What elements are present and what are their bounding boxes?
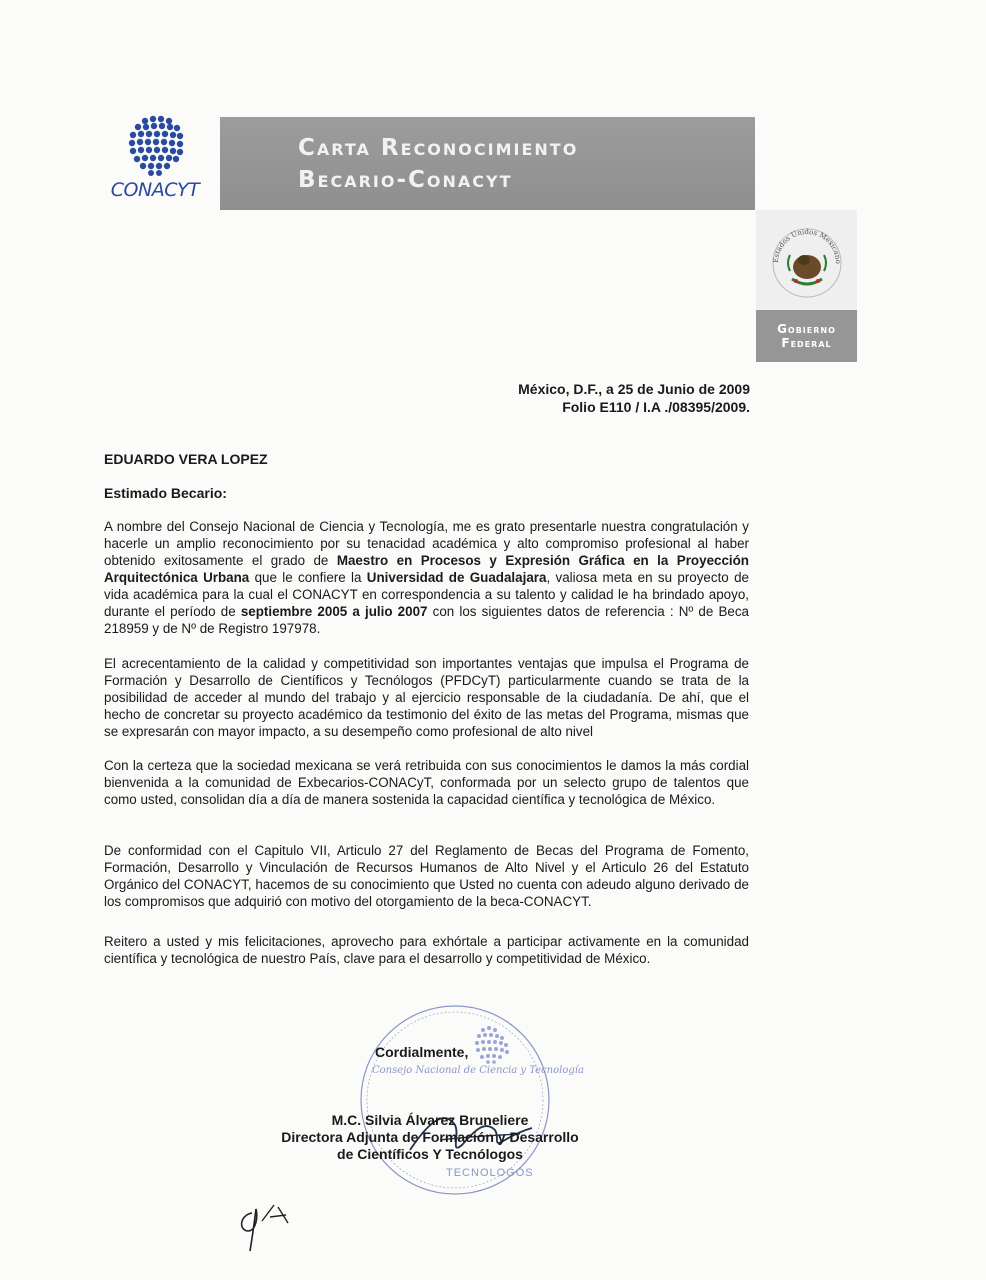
paragraph-2: El acrecentamiento de la calidad y competitividad son importantes ventajas que impulsa el Programa de Formación y Desarrollo de Científicos y Tecnólogos (PFDCyT) particularmente cuando se trata de la posibilidad de acceder al mundo del trabajo y al ejercicio responsable de la ciudadanía. De ahí, que el hecho de concretar su proyecto académico da testimonio del éxito de las metas del Programa, mismas que se expresarán con mayor impacto, a su desempeño como profesional de alto nivel — [104, 656, 749, 739]
conacyt-logo — [105, 115, 205, 201]
logo-text: CONACYT — [110, 179, 200, 201]
national-seal-icon — [766, 215, 848, 307]
title-line-1: Carta Reconocimiento — [298, 135, 579, 161]
signature-block — [240, 1112, 620, 1163]
handwritten-initials — [230, 1195, 310, 1255]
gobierno-federal-label — [756, 310, 857, 362]
salutation: Estimado Becario: — [104, 485, 227, 501]
university-name: Universidad de Guadalajara — [366, 570, 547, 585]
conacyt-dots-icon — [120, 115, 190, 177]
signatory-title-2: de Científicos Y Tecnólogos — [337, 1146, 523, 1162]
paragraph-5: Reitero a usted y mis felicitaciones, aprovecho para exhórtale a participar activamente en la comunidad científica y tecnológica de nuestro País, clave para el desarrollo y competitividad de México. — [104, 934, 749, 966]
p1-text-b: que le confiere la — [249, 570, 367, 585]
degree-name: Maestro en Procesos y Expresión Gráfica en la Proyección Arquitectónica Urbana — [104, 553, 749, 585]
signatory-name: M.C. Silvia Álvarez Bruneliere — [331, 1112, 529, 1128]
p1-text-a: A nombre del Consejo Nacional de Ciencia y Tecnología, me es grato presentarle nuestra congratulación y hacerle un amplio reconocimiento por su tenacidad académica y alto compromiso profesional al haber obtenido exitosamente el grado de — [104, 519, 749, 568]
gov-line-2: Federal — [781, 336, 832, 350]
paragraph-3: Con la certeza que la sociedad mexicana se verá retribuida con sus conocimientos le damos la más cordial bienvenida a la comunidad de Exbecarios-CONACyT, conformada por un selecto grupo de talentos que como usted, consolidan día a día de manera sostenida la capacidad científica y tecnológica de México. — [104, 758, 749, 807]
paragraph-4: De conformidad con el Capitulo VII, Articulo 27 del Reglamento de Becas del Programa de Fomento, Formación, Desarrollo y Vinculación de Recursos Humanos de Alto Nivel y el Articulo 26 del Estatuto Orgánico del CONACYT, hacemos de su conocimiento que Usted no cuenta con adeudo alguno derivado de los compromisos que adquirió con motivo del otorgamiento de la beca-CONACYT. — [104, 843, 749, 909]
seal-text: Estados Unidos Mexicano — [771, 227, 843, 264]
folio: Folio E110 / I.A ./08395/2009. — [562, 399, 750, 415]
stamp-inner-text: Consejo Nacional de Ciencia y Tecnología — [372, 1065, 584, 1076]
gov-line-1: Gobierno — [777, 322, 836, 336]
closing: Cordialmente, — [375, 1044, 469, 1060]
title-line-2: Becario-Conacyt — [298, 167, 513, 193]
signatory-title-1: Directora Adjunta de Formación y Desarrollo — [281, 1129, 579, 1145]
stamp-bottom-text: TECNOLOGOS — [446, 1167, 534, 1179]
p1-text-d: con los siguientes datos de referencia : Nº de Beca 218959 y de Nº de Registro 197978. — [104, 604, 750, 636]
p1-text-c: , valiosa meta en su proyecto de vida académica para la cual el CONACYT en correspondencia a su talento y calidad le ha brindado apoyo, durante el período de — [104, 570, 749, 619]
date-block — [518, 380, 750, 416]
paragraph-1 — [104, 518, 749, 637]
recipient-name: EDUARDO VERA LOPEZ — [104, 451, 268, 467]
scholarship-period: septiembre 2005 a julio 2007 — [240, 604, 428, 619]
place-date: México, D.F., a 25 de Junio de 2009 — [518, 381, 750, 397]
gobierno-federal-box — [756, 210, 857, 362]
title-banner — [220, 117, 755, 210]
